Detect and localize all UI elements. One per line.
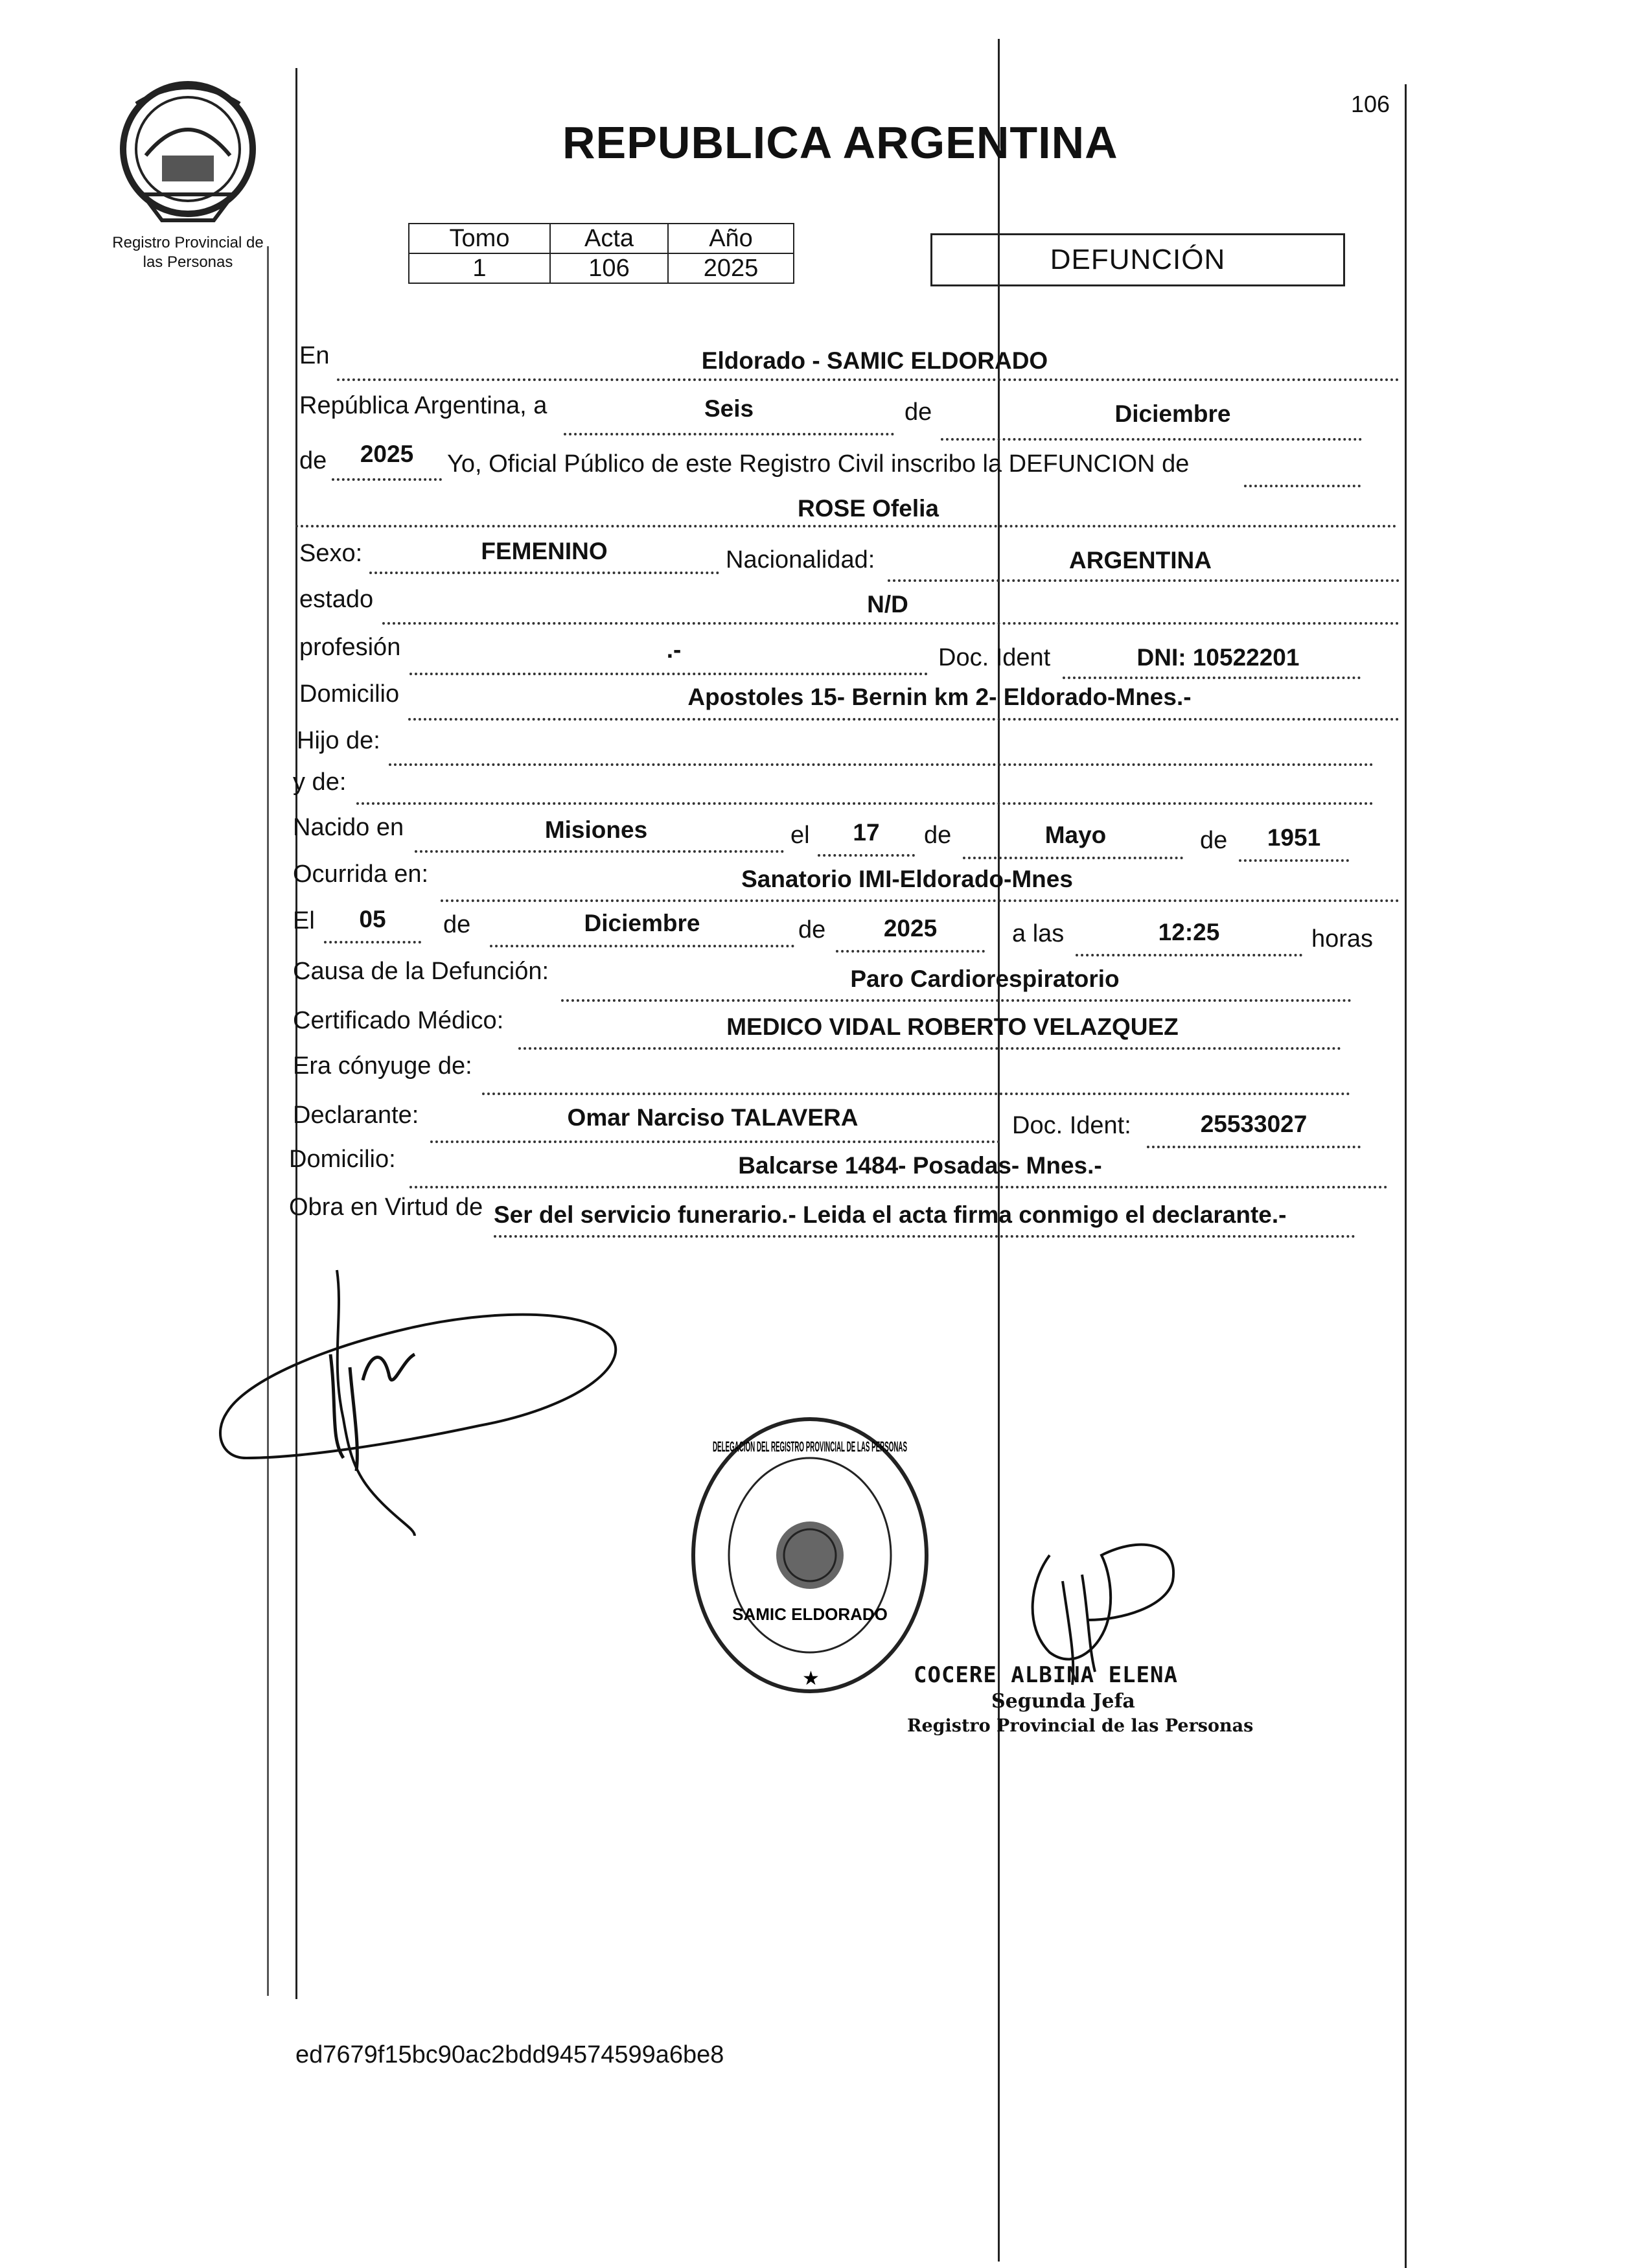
yde-label: y de: — [293, 769, 347, 796]
acta-value: 106 — [550, 253, 668, 283]
def-mes-value: Diciembre — [584, 910, 700, 936]
sexo-label: Sexo: — [299, 540, 363, 567]
el-label: el — [790, 822, 810, 849]
def-dia-value: 05 — [359, 906, 386, 932]
obra-value: Ser del servicio funerario.- Leida el acta firma conmigo el declarante.- — [494, 1201, 1287, 1228]
declarante-label: Declarante: — [293, 1102, 419, 1129]
doc2-value: 25533027 — [1200, 1111, 1308, 1137]
profesion-value: .- — [666, 636, 682, 663]
republica-label: República Argentina, a — [299, 392, 547, 419]
left-edge-rule — [267, 246, 269, 1996]
record-type-box: DEFUNCIÓN — [930, 233, 1345, 286]
domicilio-label: Domicilio — [299, 680, 400, 708]
doc2-label: Doc. Ident: — [1012, 1112, 1131, 1139]
declarant-signature — [220, 1264, 622, 1575]
misiones-seal-logo — [117, 78, 259, 233]
de3-label: de — [924, 822, 952, 849]
doc-value: DNI: 10522201 — [1136, 644, 1300, 671]
document-hash: ed7679f15bc90ac2bdd94574599a6be8 — [295, 2041, 724, 2068]
def-anio-value: 2025 — [883, 915, 938, 942]
signatory-title: Segunda Jefa — [991, 1690, 1135, 1713]
profesion-label: profesión — [299, 634, 401, 661]
nac-dia-value: 17 — [853, 819, 880, 846]
sexo-value: FEMENINO — [481, 538, 608, 564]
causa-value: Paro Cardiorespiratorio — [850, 966, 1120, 992]
obra-label: Obra en Virtud de — [289, 1194, 483, 1221]
anio-header: Año — [668, 224, 794, 253]
ocurrida-label: Ocurrida en: — [293, 861, 429, 888]
stamp-ring-text: DELEGACION DEL REGISTRO PROVINCIAL DE LAS PERSONAS — [713, 1439, 907, 1455]
hijo-line — [389, 732, 1374, 766]
de6-label: de — [798, 916, 826, 943]
anio-value: 2025 — [360, 441, 414, 467]
de2-label: de — [299, 447, 327, 474]
nacionalidad-label: Nacionalidad: — [726, 546, 875, 573]
nombre-value: ROSE Ofelia — [798, 495, 939, 522]
right-margin-rule — [1405, 84, 1407, 2268]
conyuge-label: Era cónyuge de: — [293, 1052, 472, 1080]
declarante-value: Omar Narciso TALAVERA — [567, 1104, 859, 1131]
nac-anio-value: 1951 — [1267, 824, 1321, 851]
hora-value: 12:25 — [1158, 919, 1220, 945]
registry-caption: Registro Provincial de las Personas — [112, 234, 264, 271]
de5-label: de — [443, 911, 471, 938]
nacido-label: Nacido en — [293, 814, 404, 841]
registry-stamp — [687, 1413, 933, 1698]
en-label: En — [299, 342, 330, 369]
hijo-label: Hijo de: — [297, 727, 380, 754]
tomo-header: Tomo — [409, 224, 550, 253]
stamp-inner-text: SAMIC ELDORADO — [732, 1604, 888, 1624]
nac-mes-value: Mayo — [1044, 822, 1107, 848]
nacido-value: Misiones — [544, 816, 648, 843]
certificado-value: MEDICO VIDAL ROBERTO VELAZQUEZ — [726, 1013, 1179, 1040]
dia-value: Seis — [704, 395, 754, 422]
el2-label: El — [293, 907, 315, 934]
de1-label: de — [905, 399, 932, 426]
domicilio2-label: Domicilio: — [289, 1146, 396, 1173]
document-title: REPUBLICA ARGENTINA — [562, 117, 1118, 168]
estado-label: estado — [299, 586, 374, 613]
oficial-text: Yo, Oficial Público de este Registro Civil inscribo la DEFUNCION de — [447, 450, 1190, 478]
domicilio-value: Apostoles 15- Bernin km 2- Eldorado-Mnes.- — [687, 684, 1192, 710]
acta-header: Acta — [550, 224, 668, 253]
de4-label: de — [1200, 827, 1228, 854]
tomo-value: 1 — [409, 253, 550, 283]
signatory-organization: Registro Provincial de las Personas — [907, 1716, 1254, 1736]
causa-label: Causa de la Defunción: — [293, 958, 549, 985]
signatory-name: COCERE ALBINA ELENA — [914, 1662, 1178, 1688]
horas-label: horas — [1311, 925, 1374, 953]
certificado-label: Certificado Médico: — [293, 1007, 504, 1034]
nacionalidad-value: ARGENTINA — [1069, 547, 1212, 573]
mes-value: Diciembre — [1114, 400, 1231, 427]
register-table — [408, 223, 794, 284]
stamp-star-icon: ★ — [802, 1667, 820, 1690]
estado-value: N/D — [867, 591, 908, 618]
domicilio2-value: Balcarse 1484- Posadas- Mnes.- — [738, 1152, 1102, 1179]
conyuge-line — [482, 1061, 1350, 1095]
oficial-line — [1244, 454, 1361, 487]
page-number: 106 — [1351, 91, 1390, 117]
yde-line — [356, 771, 1374, 805]
alas-label: a las — [1012, 920, 1065, 947]
anio-value: 2025 — [668, 253, 794, 283]
doc-label: Doc. Ident — [938, 644, 1051, 671]
en-value: Eldorado - SAMIC ELDORADO — [701, 347, 1048, 374]
ocurrida-value: Sanatorio IMI-Eldorado-Mnes — [741, 866, 1073, 892]
